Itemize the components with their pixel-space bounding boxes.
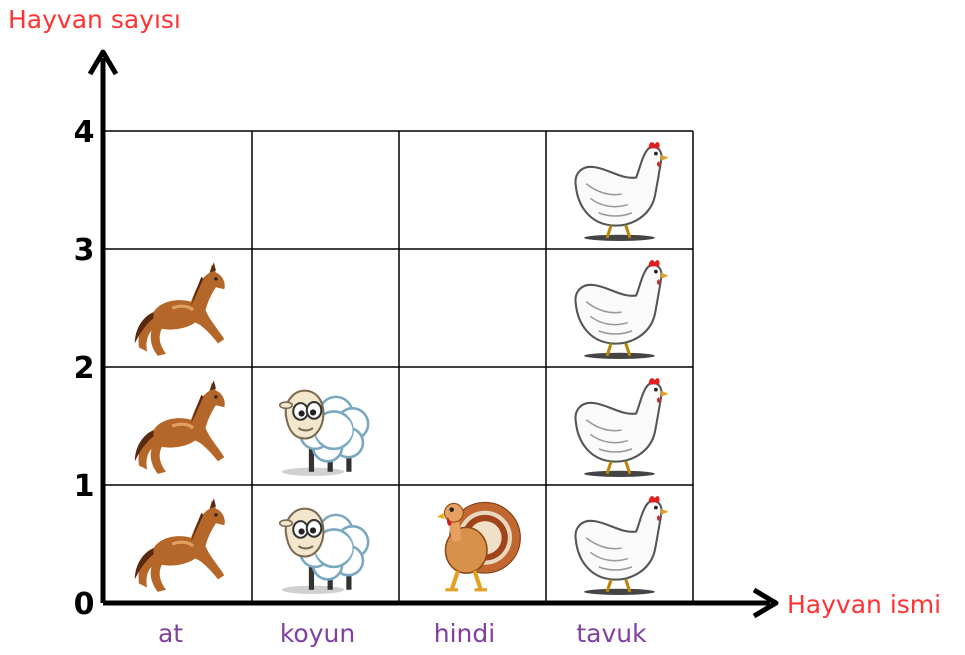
chicken-icon bbox=[576, 260, 669, 359]
chicken-icon bbox=[576, 378, 669, 477]
y-tick-label: 1 bbox=[73, 469, 95, 504]
x-category-label: hindi bbox=[433, 619, 496, 648]
chicken-icon bbox=[576, 142, 669, 241]
x-axis-title: Hayvan ismi bbox=[787, 590, 942, 619]
axes bbox=[90, 52, 776, 616]
x-category-label: tavuk bbox=[576, 619, 647, 648]
turkey-icon bbox=[437, 502, 520, 589]
y-tick-label: 0 bbox=[73, 587, 95, 622]
chicken-icon bbox=[576, 496, 669, 595]
horse-icon bbox=[135, 262, 225, 356]
sheep-icon bbox=[280, 509, 368, 594]
y-tick-label: 2 bbox=[73, 351, 95, 386]
pictograph-icons bbox=[135, 142, 669, 595]
horse-icon bbox=[135, 498, 225, 592]
y-tick-label: 3 bbox=[73, 233, 95, 268]
y-tick-label: 4 bbox=[73, 115, 95, 150]
sheep-icon bbox=[280, 391, 368, 476]
x-category-label: at bbox=[157, 619, 184, 648]
y-axis-title: Hayvan sayısı bbox=[8, 5, 181, 34]
x-category-label: koyun bbox=[279, 619, 356, 648]
horse-icon bbox=[135, 380, 225, 474]
